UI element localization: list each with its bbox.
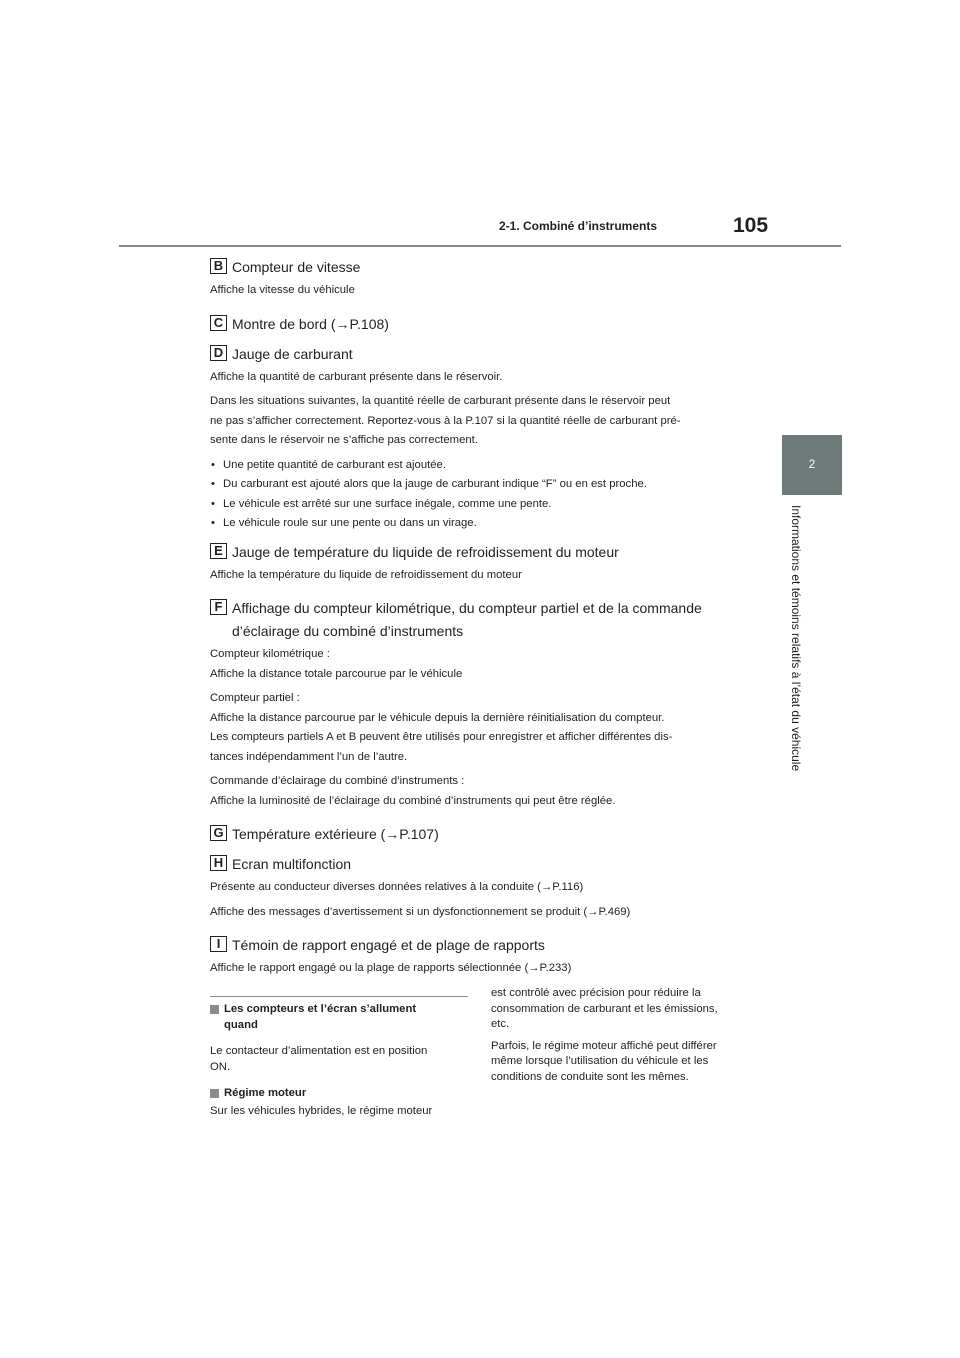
text-line: sente dans le réservoir ne s’affiche pas correctement. [210,434,478,446]
chapter-title: Informations et témoins relatifs à l’état du véhicule [789,505,803,772]
item-description: Affiche la vitesse du véhicule [210,284,355,296]
note-text [210,1044,468,1075]
square-bullet-icon [210,1089,219,1098]
text-line: est contrôlé avec précision pour réduire la [491,987,701,999]
list-item: • Le véhicule roule sur une pente ou dans un virage. [210,514,758,534]
item-title: Température extérieure (→P.107) [232,826,439,842]
item-description: Affiche la quantité de carburant présente dans le réservoir. [210,370,503,383]
title-line: Affichage du compteur kilométrique, du compteur partiel et de la commande [232,600,702,616]
heading-line: Les compteurs et l’écran s’allument [224,1003,417,1015]
trip-meter-text [210,689,758,767]
title-line: d’éclairage du combiné d’instruments [232,623,464,639]
odometer-label: Compteur kilométrique : [210,648,330,660]
heading-line: Régime moteur [224,1087,307,1099]
item-title: Ecran multifonction [232,856,352,872]
text-line: ON. [210,1060,231,1073]
lighting-text [210,772,758,811]
trip-desc: Affiche la distance parcourue par le véhicule depuis la dernière réinitialisation du compteur. [210,711,665,724]
item-title: Jauge de carburant [232,345,353,362]
text-line: ne pas s’afficher correctement. Reportez-vous à la P.107 si la quantité réelle de carburant pré- [210,414,681,427]
section-title: 2-1. Combiné d’instruments [499,219,658,233]
item-description: Affiche des messages d’avertissement si un dysfonctionnement se produit (→P.469) [210,905,631,918]
odometer-text [210,645,758,684]
lighting-label: Commande d’éclairage du combiné d’instruments : [210,775,465,787]
badge-g: G [210,825,227,841]
item-b [210,256,758,279]
lighting-desc: Affiche la luminosité de l’éclairage du combiné d’instruments qui peut être réglée. [210,794,616,807]
item-title: Jauge de température du liquide de refroidissement du moteur [232,543,619,560]
trip-label: Compteur partiel : [210,692,300,704]
item-e [210,541,758,564]
item-description: Présente au conducteur diverses données relatives à la conduite (→P.116) [210,881,584,893]
notes-left-column [210,996,468,1119]
item-title: Témoin de rapport engagé et de plage de rapports [232,937,545,953]
list-item: • Une petite quantité de carburant est ajoutée. [210,456,758,476]
item-g [210,823,758,846]
item-i [210,934,758,957]
square-bullet-icon [210,1005,219,1014]
chapter-number: 2 [808,457,816,471]
text-line: Le contacteur d’alimentation est en position [210,1045,428,1057]
note-heading [210,1086,468,1102]
condition-list [210,456,758,534]
trip-desc: Les compteurs partiels A et B peuvent être utilisés pour enregistrer et afficher différentes dis- [210,731,673,743]
heading-line: quand [224,1018,258,1031]
text-line: même lorsque l’utilisation du véhicule et les [491,1055,709,1067]
item-description: Affiche la température du liquide de refroidissement du moteur [210,568,522,581]
list-item: • Du carburant est ajouté alors que la jauge de carburant indique “F” ou en est proche. [210,475,758,495]
text-line: Dans les situations suivantes, la quantité réelle de carburant présente dans le réservoir peut [210,395,671,407]
page-number: 105 [733,214,769,237]
badge-c: C [210,315,227,331]
header-rule [119,245,841,247]
note-heading [210,1002,468,1033]
text-line: etc. [491,1018,510,1030]
list-item: • Le véhicule est arrêté sur une surface inégale, comme une pente. [210,495,758,515]
item-description [210,392,758,451]
badge-i: I [210,936,227,952]
badge-f: F [210,599,227,615]
badge-h: H [210,855,227,871]
main-content [210,256,758,984]
notes-right-column [491,986,753,1085]
note-text [491,1039,753,1086]
item-title [232,597,758,643]
text-line: consommation de carburant et les émissions, [491,1002,718,1015]
note-text: Sur les véhicules hybrides, le régime moteur [210,1104,433,1117]
badge-d: D [210,345,227,361]
item-description: Affiche le rapport engagé ou la plage de rapports sélectionnée (→P.233) [210,962,572,974]
item-h [210,853,758,876]
item-d [210,343,758,366]
badge-e: E [210,543,227,559]
badge-b: B [210,258,227,274]
item-f [210,597,758,643]
trip-desc: tances indépendamment l’un de l’autre. [210,750,408,763]
chapter-tab [782,435,842,495]
item-c [210,313,758,336]
text-line: conditions de conduite sont les mêmes. [491,1070,689,1083]
item-title: Montre de bord (→P.108) [232,315,389,332]
text-line: Parfois, le régime moteur affiché peut différer [491,1039,717,1052]
note-text [491,986,753,1033]
odometer-desc: Affiche la distance totale parcourue par le véhicule [210,667,463,680]
item-title: Compteur de vitesse [232,259,361,275]
